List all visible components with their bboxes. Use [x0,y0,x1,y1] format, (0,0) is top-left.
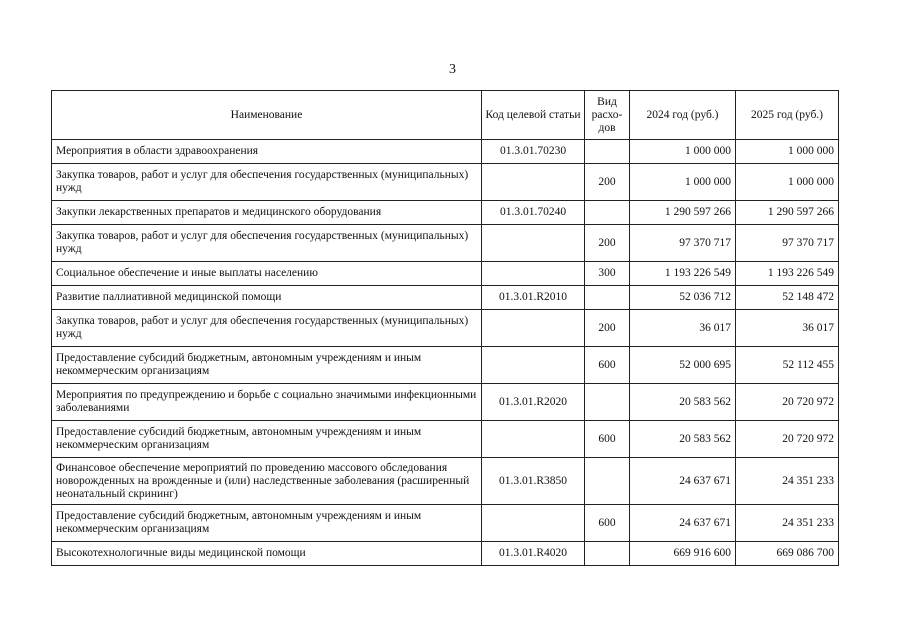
row-2025: 20 720 972 [736,384,839,421]
header-name: Наименование [52,91,482,140]
row-code [482,421,585,458]
row-type [585,201,630,225]
row-name: Мероприятия по предупреждению и борьбе с социально значимыми инфекционными заболеваниями [52,384,482,421]
row-2024: 24 637 671 [630,505,736,542]
row-name: Предоставление субсидий бюджетным, автономным учреждениям и иным некоммерческим организациям [52,421,482,458]
row-code [482,262,585,286]
row-type: 600 [585,347,630,384]
row-code: 01.3.01.70240 [482,201,585,225]
header-2024: 2024 год (руб.) [630,91,736,140]
row-type: 600 [585,421,630,458]
row-type [585,140,630,164]
row-code [482,505,585,542]
row-name: Социальное обеспечение и иные выплаты населению [52,262,482,286]
row-name: Предоставление субсидий бюджетным, автономным учреждениям и иным некоммерческим организациям [52,347,482,384]
row-type: 300 [585,262,630,286]
row-type [585,542,630,566]
row-2024: 1 193 226 549 [630,262,736,286]
row-2024: 20 583 562 [630,384,736,421]
table-row [52,164,839,201]
table-row [52,310,839,347]
row-2024: 97 370 717 [630,225,736,262]
row-code [482,347,585,384]
budget-table [51,90,839,566]
row-2024: 1 000 000 [630,140,736,164]
row-code [482,164,585,201]
row-type: 200 [585,310,630,347]
row-2024: 1 000 000 [630,164,736,201]
row-2024: 1 290 597 266 [630,201,736,225]
row-name: Финансовое обеспечение мероприятий по проведению массового обследования новорожденных на врожденные и (или) наследственные заболевания (расширенный неонатальный скрининг) [52,458,482,505]
table-row [52,505,839,542]
row-code: 01.3.01.70230 [482,140,585,164]
row-2025: 20 720 972 [736,421,839,458]
table-row [52,201,839,225]
row-code [482,310,585,347]
table-header-row [52,91,839,140]
row-2025: 1 000 000 [736,164,839,201]
row-name: Развитие паллиативной медицинской помощи [52,286,482,310]
row-name: Закупка товаров, работ и услуг для обеспечения государственных (муниципальных) нужд [52,225,482,262]
row-2024: 20 583 562 [630,421,736,458]
row-2025: 1 000 000 [736,140,839,164]
row-2025: 1 193 226 549 [736,262,839,286]
row-type: 200 [585,225,630,262]
row-name: Закупки лекарственных препаратов и медицинского оборудования [52,201,482,225]
row-2025: 52 148 472 [736,286,839,310]
header-code: Код целевой статьи [482,91,585,140]
table-row [52,140,839,164]
header-2025: 2025 год (руб.) [736,91,839,140]
table-row [52,286,839,310]
row-name: Мероприятия в области здравоохранения [52,140,482,164]
row-type: 600 [585,505,630,542]
row-2025: 1 290 597 266 [736,201,839,225]
row-code: 01.3.01.R2020 [482,384,585,421]
table-row [52,421,839,458]
row-2025: 24 351 233 [736,505,839,542]
row-name: Закупка товаров, работ и услуг для обеспечения государственных (муниципальных) нужд [52,310,482,347]
row-2024: 52 000 695 [630,347,736,384]
row-type [585,384,630,421]
header-type: Вид расхо-дов [585,91,630,140]
row-code [482,225,585,262]
table-row [52,225,839,262]
row-2024: 669 916 600 [630,542,736,566]
row-code: 01.3.01.R4020 [482,542,585,566]
row-2024: 36 017 [630,310,736,347]
row-name: Закупка товаров, работ и услуг для обеспечения государственных (муниципальных) нужд [52,164,482,201]
table-row [52,347,839,384]
row-2024: 52 036 712 [630,286,736,310]
row-type [585,458,630,505]
row-2025: 97 370 717 [736,225,839,262]
row-code: 01.3.01.R2010 [482,286,585,310]
row-2025: 36 017 [736,310,839,347]
row-code: 01.3.01.R3850 [482,458,585,505]
row-2025: 24 351 233 [736,458,839,505]
table-row [52,262,839,286]
table-row [52,542,839,566]
page-number: 3 [449,62,456,77]
row-2025: 669 086 700 [736,542,839,566]
table-row [52,384,839,421]
row-name: Высокотехнологичные виды медицинской помощи [52,542,482,566]
row-type: 200 [585,164,630,201]
table-row [52,458,839,505]
row-2025: 52 112 455 [736,347,839,384]
row-name: Предоставление субсидий бюджетным, автономным учреждениям и иным некоммерческим организациям [52,505,482,542]
row-type [585,286,630,310]
row-2024: 24 637 671 [630,458,736,505]
